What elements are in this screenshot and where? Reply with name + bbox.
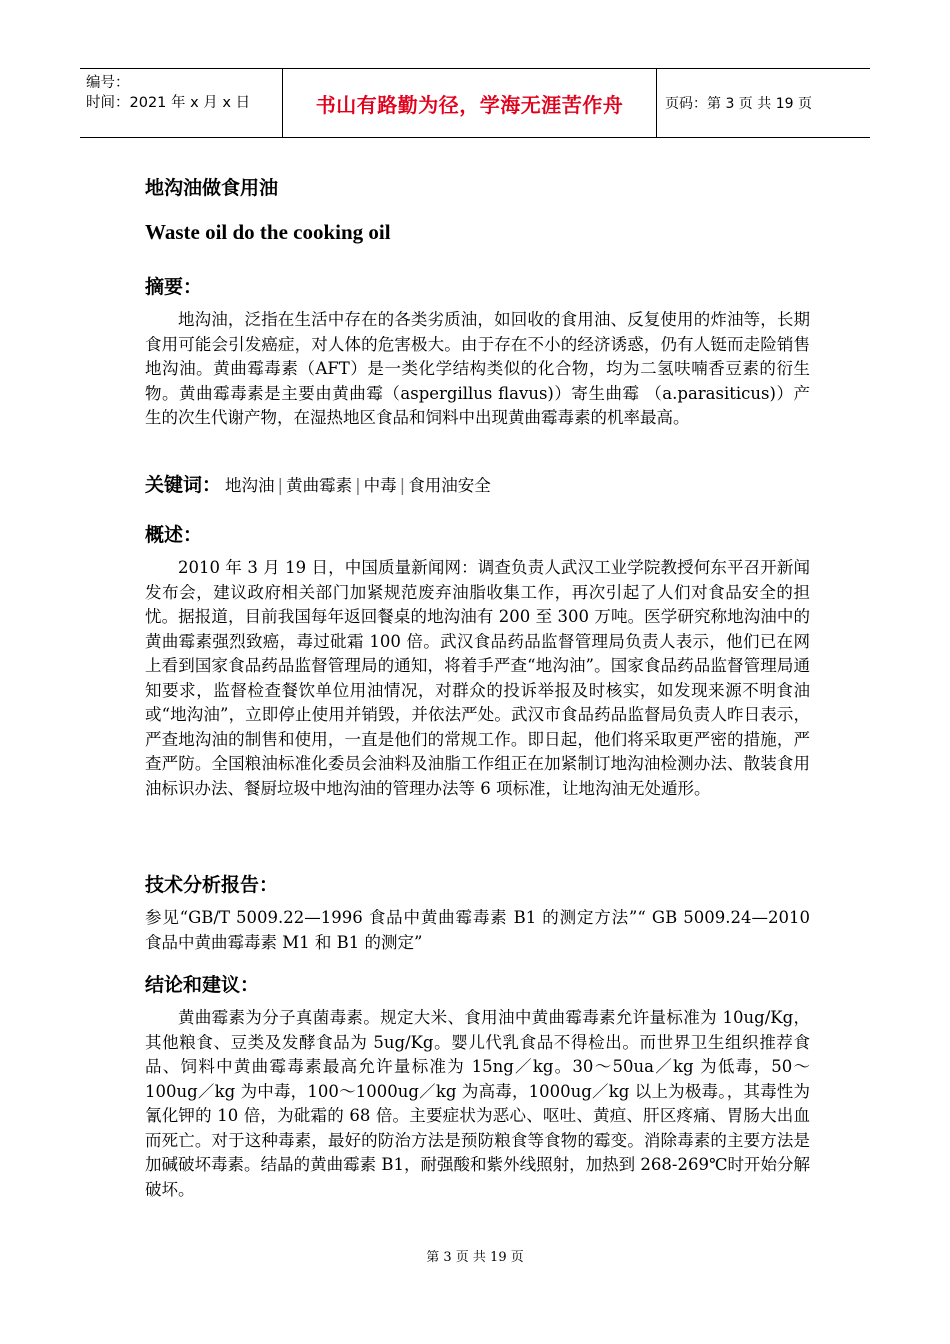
header-motto-cell [283, 69, 657, 137]
keyword-item: 地沟油 [225, 476, 275, 495]
conclusion-text: 黄曲霉素为分子真菌毒素。规定大米、食用油中黄曲霉毒素允许量标准为 10ug/Kg，其他粮食、豆类及发酵食品为 5ug/Kg。婴儿代乳食品不得检出。而世界卫生组织推荐食品、饲料中黄曲霉毒素最高允许量标准为 15ng／kg。30～50ua／kg 为低毒，50～100ug／kg 为中毒，100～1000ug／kg 为高毒，1000ug／kg 以上为极毒。，其毒性为氰化钾的 10 倍，为砒霜的 68 倍。主要症状为恶心、呕吐、黄疸、肝区疼痛、胃肠大出血而死亡。对于这种毒素，最好的防治方法是预防粮食等食物的霉变。消除毒素的主要方法是加碱破坏毒素。结晶的黄曲霉素 B1，耐强酸和紫外线照射，加热到 268-269℃时开始分解破坏。 [145, 1008, 810, 1199]
abstract-heading: 摘要： [145, 276, 203, 298]
header-motto: 书山有路勤为径，学海无涯苦作舟 [315, 92, 624, 117]
technical-text: 参见“GB/T 5009.22—1996 食品中黄曲霉毒素 B1 的测定方法”“ GB 5009.24—2010 食品中黄曲霉毒素 M1 和 B1 的测定” [145, 908, 810, 952]
document-title-en: Waste oil do the cooking oil [145, 220, 391, 244]
technical-heading: 技术分析报告： [145, 874, 279, 896]
keyword-item: 中毒 [363, 476, 397, 495]
page-footer: 第 3 页 共 19 页 [426, 1250, 524, 1265]
page-header [80, 68, 870, 138]
abstract-text: 地沟油，泛指在生活中存在的各类劣质油，如回收的食用油、反复使用的炸油等，长期食用可能会引发癌症，对人体的危害极大。由于存在不小的经济诱惑，仍有人铤而走险销售地沟油。黄曲霉毒素（AFT）是一类化学结构类似的化合物，均为二氢呋喃香豆素的衍生物。黄曲霉毒素是主要由黄曲霉（aspergillus flavus)）寄生曲霉 （a.parasiticus)）产生的次生代谢产物，在湿热地区食品和饲料中出现黄曲霉毒素的机率最高。 [145, 310, 810, 427]
keyword-item: 黄曲霉素 [286, 476, 353, 495]
keyword-separator: | [399, 476, 406, 495]
keyword-separator: | [277, 476, 284, 495]
document-title-cn: 地沟油做食用油 [145, 177, 279, 199]
document-date: 时间：2021 年 x 月 x 日 [86, 95, 251, 111]
document-number-label: 编号： [86, 75, 130, 91]
keywords-row [145, 470, 491, 497]
header-page-info: 页码：第 3 页 共 19 页 [665, 96, 812, 112]
header-meta [80, 69, 283, 137]
overview-text: 2010 年 3 月 19 日，中国质量新闻网：调查负责人武汉工业学院教授何东平召开新闻发布会，建议政府相关部门加紧规范废弃油脂收集工作，再次引起了人们对食品安全的担忧。据报道，目前我国每年返回餐桌的地沟油有 200 至 300 万吨。医学研究称地沟油中的黄曲霉素强烈致癌，毒过砒霜 100 倍。武汉食品药品监督管理局负责人表示，他们已在网上看到国家食品药品监督管理局的通知，将着手严查“地沟油”。国家食品药品监督管理局通知要求，监督检查餐饮单位用油情况，对群众的投诉举报及时核实，如发现来源不明食油或“地沟油”，立即停止使用并销毁，并依法严处。武汉市食品药品监督局负责人昨日表示，严查地沟油的制售和使用，一直是他们的常规工作。即日起，他们将采取更严密的措施，严查严防。全国粮油标准化委员会油料及油脂工作组正在加紧制订地沟油检测办法、散装食用油标识办法、餐厨垃圾中地沟油的管理办法等 6 项标准，让地沟油无处遁形。 [145, 558, 810, 798]
conclusion-heading: 结论和建议： [145, 974, 260, 996]
keywords-list [225, 472, 491, 496]
keyword-item: 食用油安全 [408, 476, 491, 495]
overview-heading: 概述： [145, 524, 203, 546]
keyword-separator: | [355, 476, 361, 495]
keywords-label: 关键词： [145, 474, 222, 496]
